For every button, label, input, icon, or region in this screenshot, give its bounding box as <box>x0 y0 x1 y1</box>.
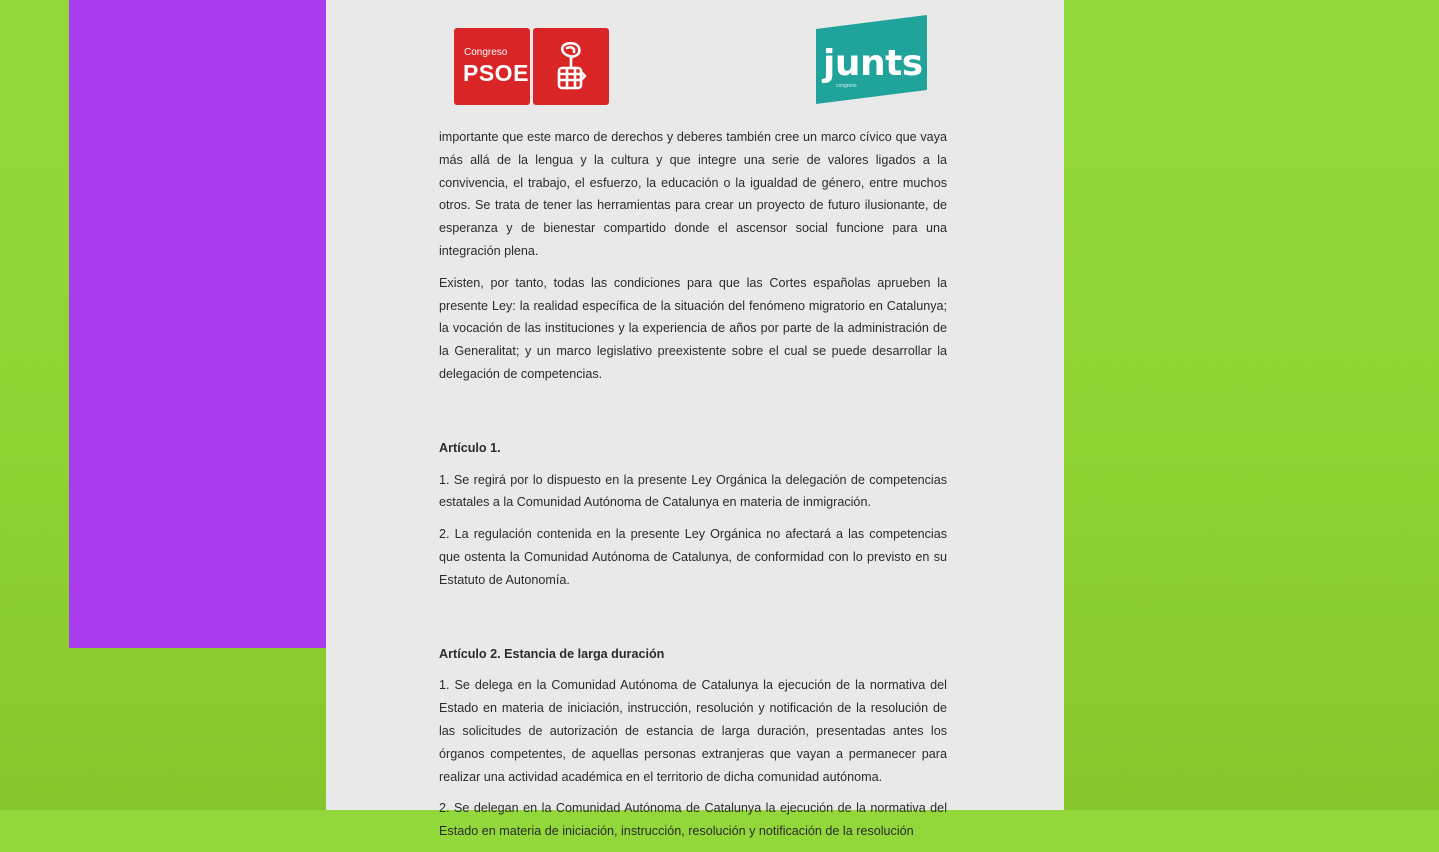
psoe-logo-text-box <box>454 28 530 105</box>
purple-side-panel <box>69 0 327 648</box>
psoe-rose-fist-icon <box>533 28 609 105</box>
paragraph: Existen, por tanto, todas las condiciones para que las Cortes españolas aprueben la presente Ley: la realidad específica de la situación del fenómeno migratorio en Catalunya; la vocación de las instituciones y la experiencia de años por parte de la administración de la Generalitat; y un marco legislativo preexistente sobre el cual se puede desarrollar la delegación de competencias. <box>439 275 947 381</box>
article-1-heading: Artículo 1. <box>439 440 501 455</box>
psoe-logo <box>454 28 609 105</box>
paragraph: 1. Se delega en la Comunidad Autónoma de Catalunya la ejecución de la normativa del Estado en materia de iniciación, instrucción, resolución y notificación de la resolución de las solicitudes de autorización de estancia de larga duración, presentadas antes los órganos competentes, de aquellas personas extranjeras que vayan a permanecer para realizar una actividad académica en el territorio de dicha comunidad autónoma. <box>439 678 947 784</box>
document-body <box>439 126 947 852</box>
junts-logo <box>816 15 927 104</box>
paragraph: importante que este marco de derechos y deberes también cree un marco cívico que vaya más allá de la lengua y la cultura y que integre una serie de valores ligados a la convivencia, el trabajo, el esfuerzo, la educación o la igualdad de género, entre muchos otros. Se trata de tener las herramientas para crear un proyecto de futuro ilusionante, de esperanza y de bienestar compartido donde el ascensor social funcione para una integración plena. <box>439 130 947 258</box>
paragraph: 2. Se delegan en la Comunidad Autónoma de Catalunya la ejecución de la normativa del Estado en materia de iniciación, instrucción, resolución y notificación de la resolución <box>439 801 947 839</box>
paragraph: 2. La regulación contenida en la presente Ley Orgánica no afectará a las competencias que ostenta la Comunidad Autónoma de Catalunya, de conformidad con lo previsto en su Estatuto de Autonomía. <box>439 527 947 587</box>
psoe-logo-big-text: PSOE <box>463 60 529 86</box>
document-page <box>326 0 1064 839</box>
psoe-logo-small-text: Congreso <box>464 47 508 58</box>
article-2-heading: Artículo 2. Estancia de larga duración <box>439 646 665 661</box>
junts-logo-text: junts <box>823 43 923 84</box>
paragraph: 1. Se regirá por lo dispuesto en la presente Ley Orgánica la delegación de competencias estatales a la Comunidad Autónoma de Catalunya en materia de inmigración. <box>439 472 947 510</box>
junts-logo-subtext: congreso <box>836 83 857 89</box>
